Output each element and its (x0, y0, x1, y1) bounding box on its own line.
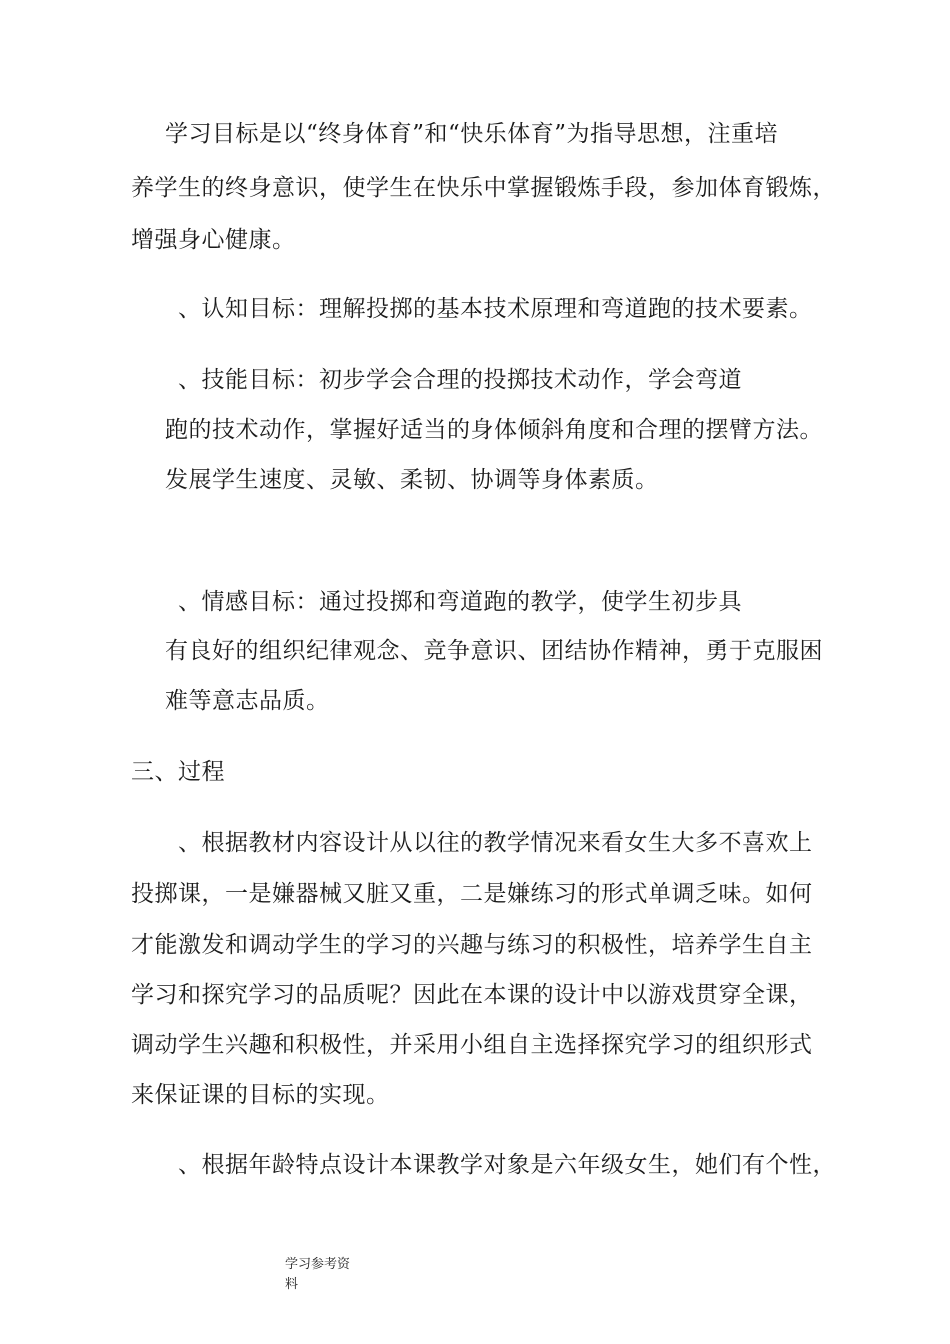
paragraph-line: 、认知目标：理解投掷的基本技术原理和弯道跑的技术要素。 (178, 296, 813, 322)
paragraph-line: 、技能目标：初步学会合理的投掷技术动作，学会弯道 (178, 367, 742, 393)
paragraph-line: 才能激发和调动学生的学习的兴趣与练习的积极性，培养学生自主 (131, 932, 813, 958)
paragraph-line: 、根据教材内容设计从以往的教学情况来看女生大多不喜欢上 (178, 830, 813, 856)
paragraph-line: 学习和探究学习的品质呢？因此在本课的设计中以游戏贯穿全课， (131, 982, 813, 1008)
paragraph-line: 投掷课，一是嫌器械又脏又重，二是嫌练习的形式单调乏味。如何 (131, 881, 813, 907)
section-heading: 三、过程 (131, 759, 225, 785)
paragraph-line: 、根据年龄特点设计本课教学对象是六年级女生，她们有个性， (178, 1152, 836, 1178)
paragraph-line: 难等意志品质。 (165, 688, 330, 714)
paragraph-line: 来保证课的目标的实现。 (131, 1082, 390, 1108)
paragraph-line: 发展学生速度、灵敏、柔韧、协调等身体素质。 (165, 467, 659, 493)
footer-line: 料 (285, 1277, 299, 1292)
page-footer (285, 1255, 350, 1295)
paragraph-line: 跑的技术动作，掌握好适当的身体倾斜角度和合理的摆臂方法。 (165, 417, 823, 443)
paragraph-line: 调动学生兴趣和积极性，并采用小组自主选择探究学习的组织形式 (131, 1032, 813, 1058)
paragraph-line: 增强身心健康。 (131, 227, 296, 253)
paragraph-line: 养学生的终身意识，使学生在快乐中掌握锻炼手段，参加体育锻炼， (131, 175, 836, 201)
paragraph-line: 学习目标是以“终身体育”和“快乐体育”为指导思想，注重培 (165, 121, 779, 147)
paragraph-line: 有良好的组织纪律观念、竞争意识、团结协作精神，勇于克服困 (165, 638, 823, 664)
paragraph-line: 、情感目标：通过投掷和弯道跑的教学，使学生初步具 (178, 589, 742, 615)
footer-line: 学习参考资 (285, 1257, 351, 1272)
